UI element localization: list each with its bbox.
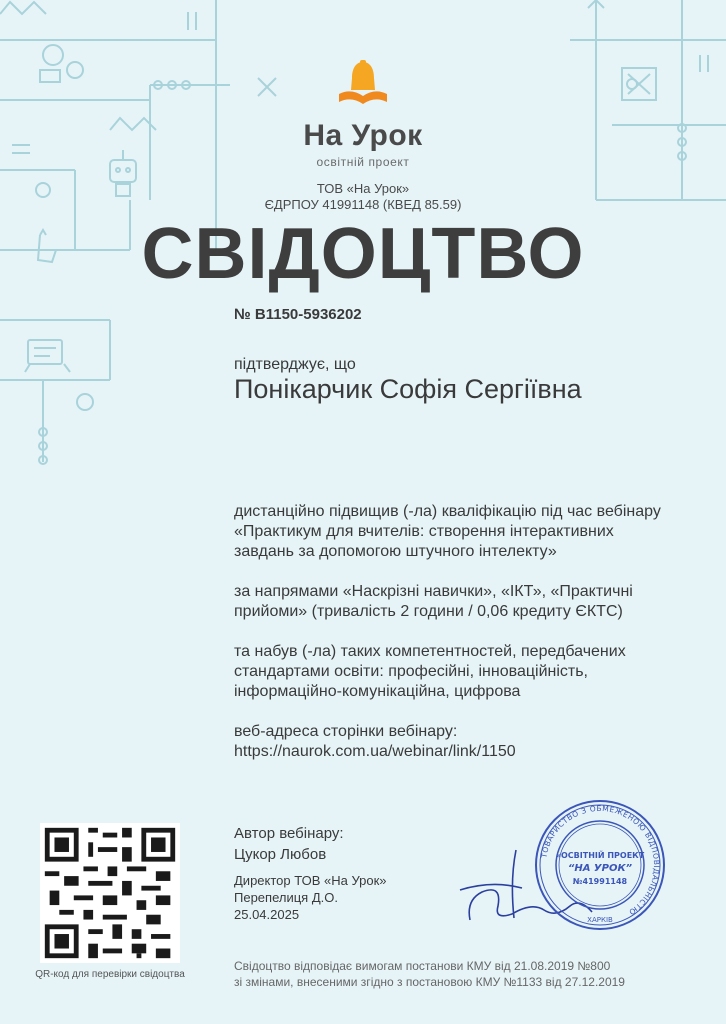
competencies-paragraph: та набув (-ла) таких компетентностей, передбачених стандартами освіти: професійні, інноваційність, інформаційно-комунікаційна, цифрова <box>234 643 626 700</box>
organization-code: ЄДРПОУ 41991148 (КВЕД 85.59) <box>264 197 462 212</box>
stamp-city: ХАРКІВ <box>587 916 613 924</box>
directions-paragraph: за напрямами «Наскрізні навички», «ІКТ», «Практичні прийоми» (тривалість 2 години / 0,06 кредиту ЄКТС) <box>234 583 633 620</box>
author-label: Автор вебінару: <box>234 825 344 842</box>
stamp-ring-text: ТОВАРИСТВО З ОБМЕЖЕНОЮ ВІДПОВІДАЛЬНІСТЮ <box>539 803 662 918</box>
confirm-text: підтверджує, що <box>234 356 356 373</box>
logo <box>0 60 726 169</box>
qr-code <box>40 823 180 963</box>
logo-subtitle: освітній проект <box>316 155 410 169</box>
organization-name: ТОВ «На Урок» <box>316 181 410 196</box>
stamp-center-top: «ОСВІТНІЙ ПРОЕКТ <box>555 851 645 860</box>
footer-line-2: зі змінами, внесеними згідно з постановою КМУ №1133 від 27.12.2019 <box>234 975 625 989</box>
issue-date: 25.04.2025 <box>234 907 300 922</box>
author-name: Цукор Любов <box>234 846 327 863</box>
webinar-url-paragraph: веб-адреса сторінки вебінару: https://naurok.com.ua/webinar/link/1150 <box>234 723 516 760</box>
certificate-title: СВІДОЦТВО <box>141 214 585 294</box>
director-block <box>234 872 387 923</box>
stamp-center-mid: “НА УРОК” <box>567 863 633 874</box>
legal-footer <box>234 958 625 990</box>
footer-line-1: Свідоцтво відповідає вимогам постанови КМУ від 21.08.2019 №800 <box>234 959 611 973</box>
qr-caption: QR-код для перевірки свідоцтва <box>35 969 185 980</box>
organization-info <box>0 181 726 213</box>
certificate-body <box>234 502 664 782</box>
webinar-paragraph: дистанційно підвищив (-ла) кваліфікацію під час вебінару «Практикум для вчителів: створення інтерактивних завдань за допомогою штучного інтелекту» <box>234 503 661 560</box>
bell-book-icon <box>333 60 393 110</box>
logo-name: На Урок <box>303 119 423 152</box>
official-stamp <box>533 798 667 932</box>
director-name: Перепелиця Д.О. <box>234 890 338 905</box>
stamp-center-bottom: №41991148 <box>572 877 628 886</box>
director-title: Директор ТОВ «На Урок» <box>234 873 387 888</box>
certificate-number: № В1150-5936202 <box>234 306 362 323</box>
person-name: Понікарчик Софія Сергіївна <box>234 374 582 404</box>
